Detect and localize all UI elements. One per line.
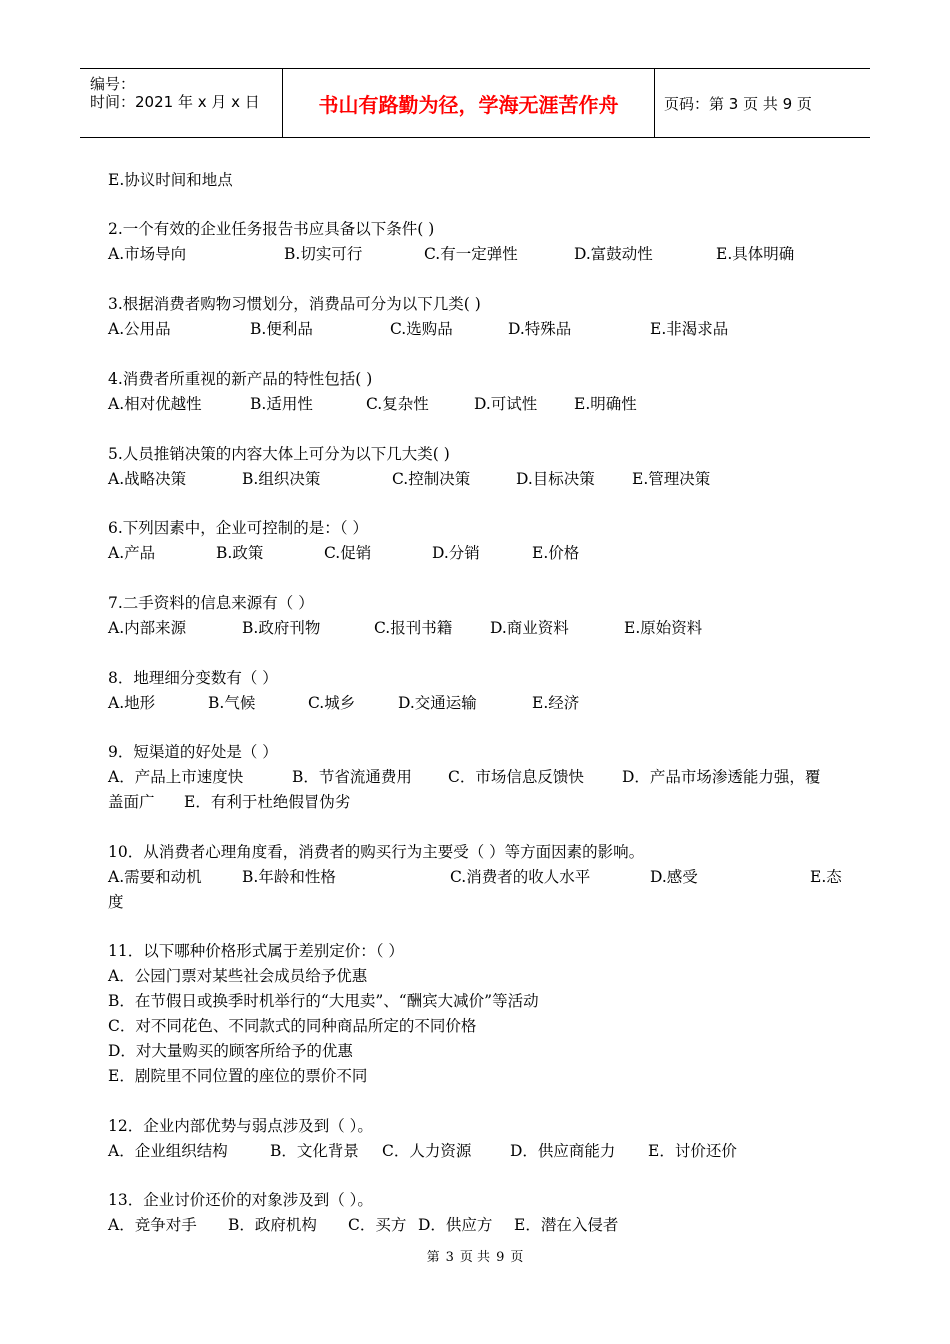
option: E.价格 (532, 544, 580, 562)
option: 盖面广 (108, 793, 155, 811)
q8-stem: 8．地理细分变数有（ ） (108, 669, 278, 687)
option: E.具体明确 (716, 245, 795, 263)
option: D.分销 (432, 544, 480, 562)
q10-stem: 10．从消费者心理角度看，消费者的购买行为主要受（ ）等方面因素的影响。 (108, 843, 645, 861)
code-label: 编号： (90, 75, 136, 93)
option: E.原始资料 (624, 619, 703, 637)
option: D.商业资料 (490, 619, 569, 637)
footer-mid: 页 共 (459, 1250, 491, 1265)
motto: 书山有路勤为径，学海无涯苦作舟 (283, 69, 655, 137)
q13-stem: 13．企业讨价还价的对象涉及到（ ）。 (108, 1191, 373, 1209)
q6-stem: 6.下列因素中，企业可控制的是：（ ） (108, 519, 368, 537)
page-info: 页码：第 3 页 共 9 页 (664, 94, 812, 113)
option: E.管理决策 (632, 470, 711, 488)
footer-page-number: 3 (445, 1250, 454, 1265)
option: A.市场导向 (108, 245, 187, 263)
option: C．人力资源 (382, 1142, 472, 1160)
q12-stem: 12．企业内部优势与弱点涉及到（ ）。 (108, 1117, 373, 1135)
option: B.适用性 (250, 395, 313, 413)
option: C.选购品 (390, 320, 453, 338)
q4-stem: 4.消费者所重视的新产品的特性包括( ) (108, 370, 373, 388)
option: A．产品上市速度快 (108, 768, 244, 786)
option: B.年龄和性格 (242, 868, 336, 886)
option: E．剧院里不同位置的座位的票价不同 (108, 1067, 368, 1085)
option: E.明确性 (574, 395, 637, 413)
option: A.地形 (108, 694, 156, 712)
q7-stem: 7.二手资料的信息来源有（ ） (108, 594, 314, 612)
q3-stem: 3.根据消费者购物习惯划分，消费品可分为以下几类( ) (108, 295, 481, 313)
option: C.消费者的收人水平 (450, 868, 591, 886)
option: A．公园门票对某些社会成员给予优惠 (108, 967, 368, 985)
option: E．讨价还价 (648, 1142, 737, 1160)
option: A.战略决策 (108, 470, 187, 488)
option: B.气候 (208, 694, 256, 712)
option: D.交通运输 (398, 694, 477, 712)
option: B．节省流通费用 (292, 768, 412, 786)
header-meta-cell (80, 69, 283, 137)
option: A.产品 (108, 544, 156, 562)
page-footer (0, 1246, 950, 1265)
option: A.需要和动机 (108, 868, 202, 886)
option: C.报刊书籍 (374, 619, 453, 637)
option: E.经济 (532, 694, 580, 712)
q5-stem: 5.人员推销决策的内容大体上可分为以下几大类( ) (108, 445, 450, 463)
option: B.政府刊物 (242, 619, 321, 637)
option: B.政策 (216, 544, 264, 562)
option: C.促销 (324, 544, 372, 562)
option: B.切实可行 (284, 245, 363, 263)
option: B．在节假日或换季时机举行的“大甩卖”、“酬宾大减价”等活动 (108, 992, 539, 1010)
option: D.可试性 (474, 395, 538, 413)
option: C.控制决策 (392, 470, 471, 488)
option: A．企业组织结构 (108, 1142, 228, 1160)
option: C.复杂性 (366, 395, 429, 413)
option: D．供应方 (418, 1216, 493, 1234)
option: D．对大量购买的顾客所给予的优惠 (108, 1042, 353, 1060)
option: C．对不同花色、不同款式的同种商品所定的不同价格 (108, 1017, 477, 1035)
option: B.便利品 (250, 320, 313, 338)
option: C．市场信息反馈快 (448, 768, 584, 786)
q10-options-line2: 度 (108, 893, 124, 911)
page-header (80, 68, 870, 138)
option: D.富鼓动性 (574, 245, 653, 263)
option: E.态 (810, 868, 842, 886)
option: E．潜在入侵者 (514, 1216, 619, 1234)
option: D.目标决策 (516, 470, 595, 488)
option: A.公用品 (108, 320, 171, 338)
option: B.组织决策 (242, 470, 321, 488)
q2-stem: 2.一个有效的企业任务报告书应具备以下条件( ) (108, 220, 435, 238)
option: A.内部来源 (108, 619, 187, 637)
option: C．买方 (348, 1216, 407, 1234)
option: B．文化背景 (270, 1142, 359, 1160)
option: B．政府机构 (228, 1216, 317, 1234)
option: C.城乡 (308, 694, 356, 712)
footer-prefix: 第 (426, 1250, 440, 1265)
option: A.相对优越性 (108, 395, 202, 413)
option: D．供应商能力 (510, 1142, 616, 1160)
option: E．有利于杜绝假冒伪劣 (184, 793, 351, 811)
footer-suffix: 页 (510, 1250, 524, 1265)
prev-option: E.协议时间和地点 (108, 171, 233, 189)
q11-stem: 11．以下哪种价格形式属于差别定价：（ ） (108, 942, 404, 960)
option: A．竞争对手 (108, 1216, 197, 1234)
option: C.有一定弹性 (424, 245, 518, 263)
footer-total-pages: 9 (496, 1250, 505, 1265)
option: D.感受 (650, 868, 698, 886)
option: E.非渴求品 (650, 320, 729, 338)
option: D．产品市场渗透能力强，覆 (622, 768, 821, 786)
date-label: 时间：2021 年 x 月 x 日 (90, 93, 260, 111)
q9-stem: 9．短渠道的好处是（ ） (108, 743, 278, 761)
option: D.特殊品 (508, 320, 572, 338)
